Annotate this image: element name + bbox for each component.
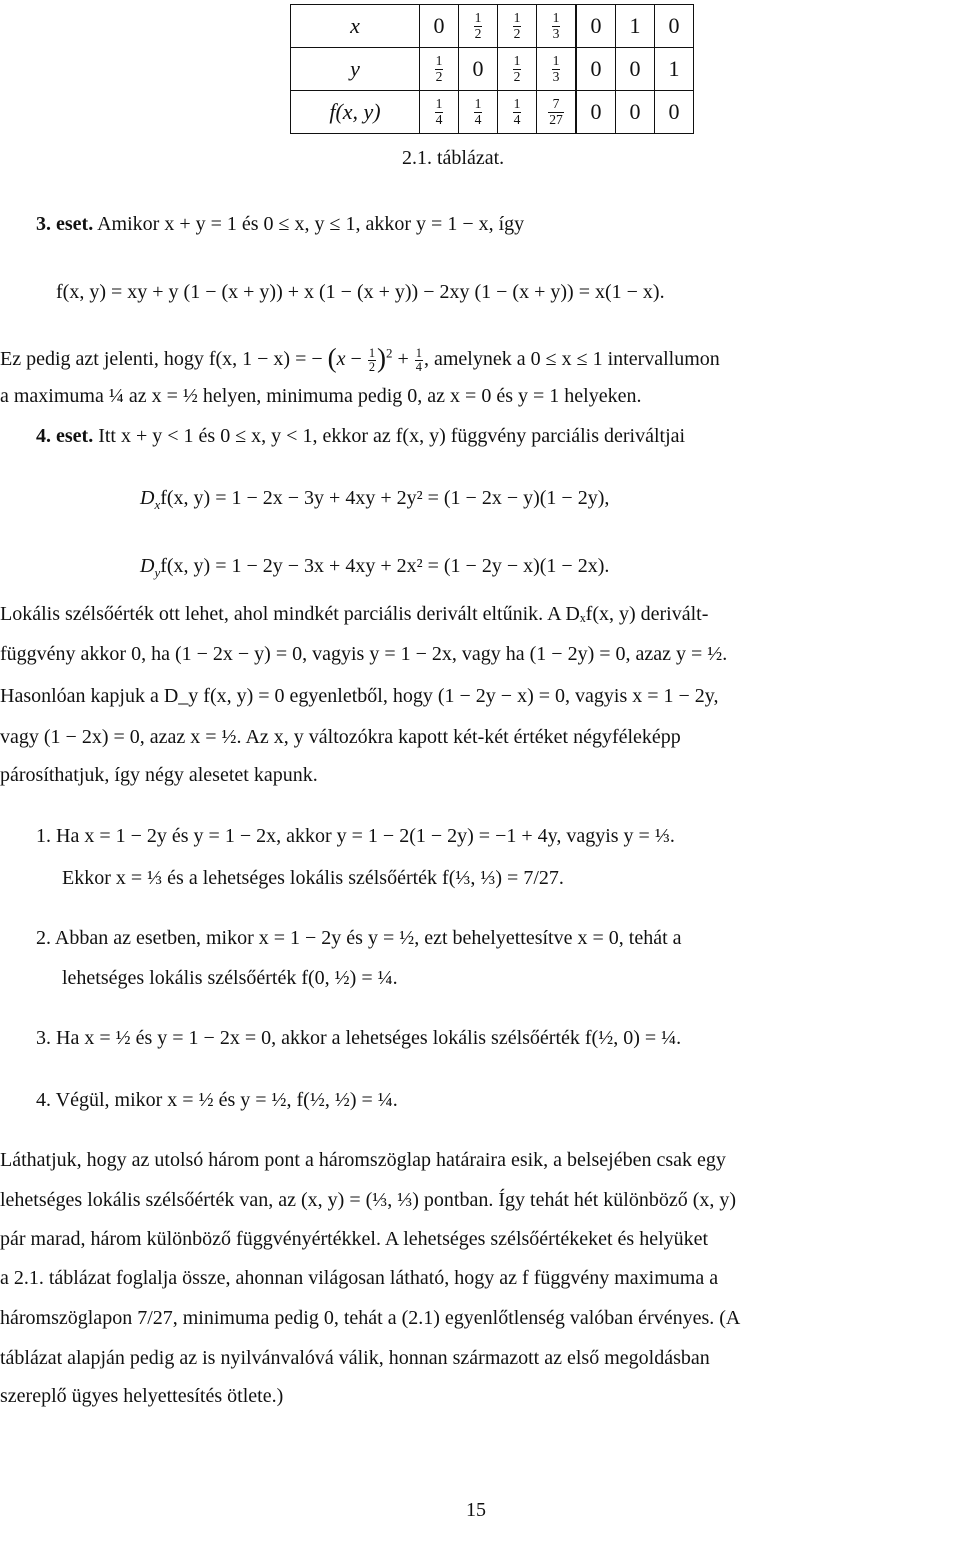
para1-line: Hasonlóan kapjuk a D_y f(x, y) = 0 egyenletből, hogy (1 − 2y − x) = 0, vagyis x = 1 − 2y, [0, 685, 719, 707]
row-label: f(x, y) [291, 91, 420, 134]
table-cell: 0 [655, 91, 694, 134]
case3-line2: a maximuma ¼ az x = ½ helyen, minimuma pedig 0, az x = 0 és y = 1 helyeken. [0, 385, 642, 407]
para1-line: Lokális szélsőérték ott lehet, ahol mindkét parciális derivált eltűnik. A Dₓf(x, y) derivált- [0, 603, 709, 625]
row-label: y [291, 48, 420, 91]
list-item [36, 1028, 681, 1048]
list-item [36, 826, 675, 846]
item-number: 4. [36, 1089, 51, 1111]
case4-heading: 4. eset. [36, 425, 94, 447]
table-cell: 0 [616, 48, 655, 91]
table-cell: 0 [420, 5, 459, 48]
item-text: Ha x = 1 − 2y és y = 1 − 2x, akkor y = 1 − 2(1 − 2y) = −1 + 4y, vagyis y = ⅓. [56, 825, 675, 847]
table-cell: $\frac{1}{2}$ [459, 5, 498, 48]
para1-line: vagy (1 − 2x) = 0, azaz x = ½. Az x, y változókra kapott két-két értéket négyféleképp [0, 726, 681, 748]
para2-line: Láthatjuk, hogy az utolsó három pont a háromszöglap határaira esik, a belsejében csak egy [0, 1149, 726, 1171]
table-cell: 0 [576, 91, 616, 134]
table-cell: 0 [616, 91, 655, 134]
item-number: 2. [36, 927, 51, 949]
item-text: Ha x = ½ és y = 1 − 2x = 0, akkor a lehetséges lokális szélsőérték f(½, 0) = ¼. [56, 1027, 682, 1049]
table-cell: $\frac{1}{2}$ [498, 48, 537, 91]
table-cell: 1 [616, 5, 655, 48]
para2-line: szereplő ügyes helyettesítés ötlete.) [0, 1385, 284, 1407]
table-cell: 0 [459, 48, 498, 91]
table-cell: $\frac{1}{2}$ [498, 5, 537, 48]
table-cell: $\frac{1}{3}$ [537, 5, 577, 48]
item-number: 1. [36, 825, 51, 847]
case3-line1-end: , amelynek a 0 ≤ x ≤ 1 intervallumon [424, 348, 720, 370]
para2-line: pár marad, három különböző függvényértékkel. A lehetséges szélsőértékeket és helyüket [0, 1228, 709, 1250]
para1-line: párosíthatjuk, így négy alesetet kapunk. [0, 764, 318, 786]
table-row [291, 91, 694, 134]
dx-body: f(x, y) = 1 − 2x − 3y + 4xy + 2y² = (1 − 2x − y)(1 − 2y), [160, 487, 610, 509]
case3-heading: 3. eset. [36, 213, 94, 235]
page-number: 15 [466, 1499, 486, 1521]
table-cell: $\frac{1}{4}$ [459, 91, 498, 134]
case3-intro: Amikor x + y = 1 és 0 ≤ x, y ≤ 1, akkor y = 1 − x, így [97, 213, 525, 235]
table-caption: 2.1. táblázat. [402, 147, 505, 169]
list-item [36, 1090, 398, 1110]
item-text: Végül, mikor x = ½ és y = ½, f(½, ½) = ¼. [55, 1089, 398, 1111]
row-label: x [291, 5, 420, 48]
case3-equation: f(x, y) = xy + y (1 − (x + y)) + x (1 − (x + y)) − 2xy (1 − (x + y)) = x(1 − x). [56, 281, 665, 303]
table-cell: $\frac{1}{2}$ [420, 48, 459, 91]
case3-line1: Ez pedig azt jelenti, hogy f(x, 1 − x) = − (x − $\frac{1}{2}$ )$^2$ + $\frac{1}{4}$ , amelynek a 0 ≤ x ≤ 1 intervallumon [0, 343, 720, 374]
table-row [291, 48, 694, 91]
para2-line: a 2.1. táblázat foglalja össze, ahonnan világosan látható, hogy az f függvény maximuma a [0, 1267, 719, 1289]
values-table [290, 4, 694, 134]
dy-equation: $D_yf(x$, y) = 1 − 2y − 3x + 4xy + 2x² = (1 − 2y − x)(1 − 2x). [140, 555, 610, 580]
table-row [291, 5, 694, 48]
case3-line1-start: Ez pedig azt jelenti, hogy f(x, 1 − x) = − [0, 348, 323, 370]
para2-line: táblázat alapján pedig az is nyilvánvalóvá válik, honnan származott az első megoldásban [0, 1347, 710, 1369]
table-cell: $\frac{7}{27}$ [537, 91, 577, 134]
item-continuation: Ekkor x = ⅓ és a lehetséges lokális szélsőérték f(⅓, ⅓) = 7/27. [62, 867, 564, 889]
dx-equation: $D_xf(x$, y) = 1 − 2x − 3y + 4xy + 2y² = (1 − 2x − y)(1 − 2y), [140, 487, 610, 512]
table-cell: 1 [655, 48, 694, 91]
table-cell: 0 [576, 48, 616, 91]
case4-intro: Itt x + y < 1 és 0 ≤ x, y < 1, ekkor az f(x, y) függvény parciális deriváltjai [98, 425, 686, 447]
table-cell: $\frac{1}{4}$ [498, 91, 537, 134]
table-cell: $\frac{1}{3}$ [537, 48, 577, 91]
item-text: Abban az esetben, mikor x = 1 − 2y és y = ½, ezt behelyettesítve x = 0, tehát a [54, 927, 682, 949]
item-number: 3. [36, 1027, 51, 1049]
dy-body: f(x, y) = 1 − 2y − 3x + 4xy + 2x² = (1 − 2y − x)(1 − 2x). [160, 555, 610, 577]
item-continuation: lehetséges lokális szélsőérték f(0, ½) = ¼. [62, 967, 398, 989]
para2-line: lehetséges lokális szélsőérték van, az (x, y) = (⅓, ⅓) pontban. Így tehát hét különböző (x, y) [0, 1189, 737, 1211]
table-cell: $\frac{1}{4}$ [420, 91, 459, 134]
para1-line: függvény akkor 0, ha (1 − 2x − y) = 0, vagyis y = 1 − 2x, vagy ha (1 − 2y) = 0, azaz y = ½. [0, 643, 728, 665]
case4-paragraph [36, 426, 685, 446]
table-cell: 0 [655, 5, 694, 48]
case3-paragraph [36, 214, 524, 234]
table-cell: 0 [576, 5, 616, 48]
para2-line: háromszöglapon 7/27, minimuma pedig 0, tehát a (2.1) egyenlőtlenség valóban érvényes. (A [0, 1307, 741, 1329]
list-item [36, 928, 682, 948]
